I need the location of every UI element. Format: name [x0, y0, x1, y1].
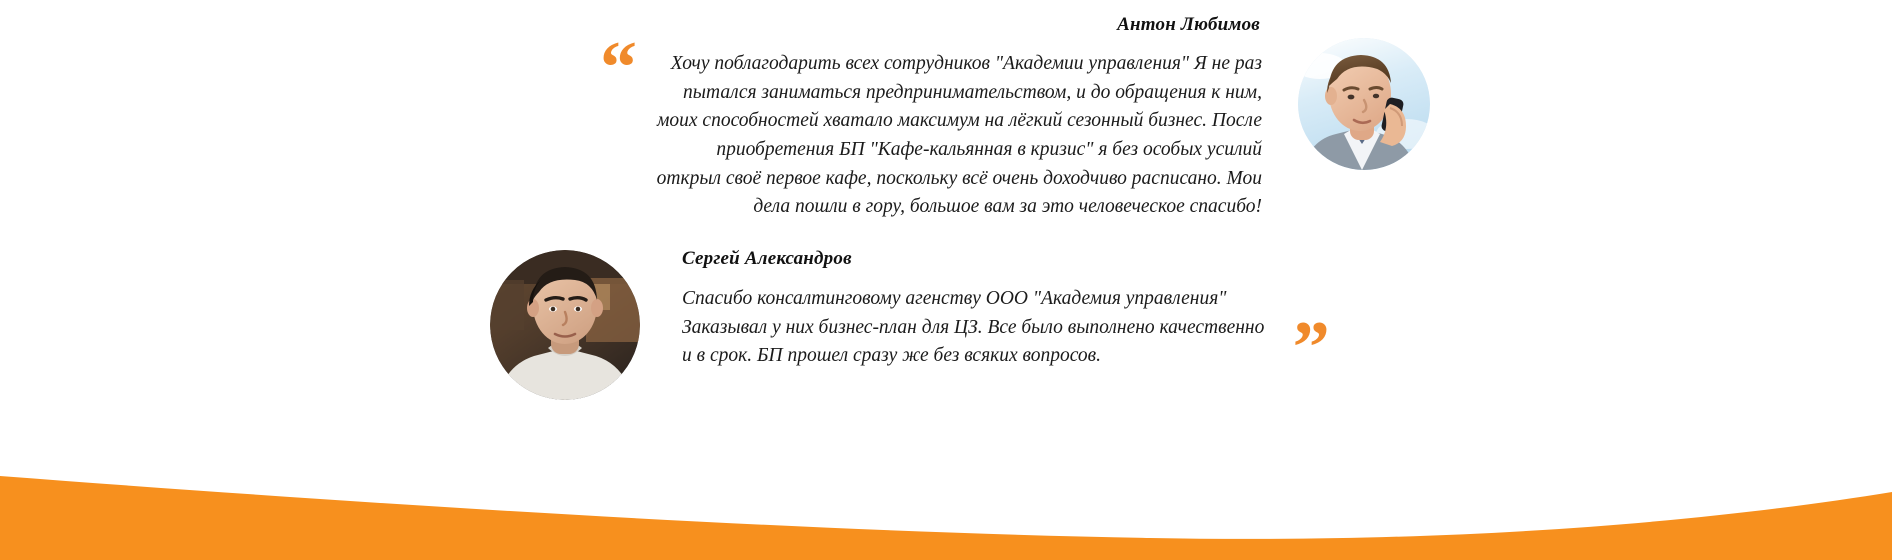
testimonial-text: Спасибо консалтинговому агенству ООО "Академия управления" Заказывал у них бизнес-план для ЦЗ. Все было выполнено качественно и в срок. БП прошел сразу же без всяких вопросов. — [682, 288, 1265, 367]
testimonial-text: Хочу поблагодарить всех сотрудников "Академии управления" Я не раз пытался заниматься предпринимательством, и до обращения к ним, моих способностей хватало максимум на лёгкий сезонный бизнес. После приобретения БП "Кафе-кальянная в кризис" я без особых усилий открыл своё первое кафе, поскольку всё очень доходчиво расписано. Мои дела пошли в гору, большое вам за это человеческое спасибо! — [656, 53, 1262, 218]
quote-close-icon: “ — [1295, 278, 1330, 361]
testimonial-author-name: Сергей Александров — [682, 248, 852, 269]
quote-open-icon: “ — [600, 27, 635, 109]
testimonial-card-anton — [600, 14, 1430, 222]
bottom-orange-wave-divider — [0, 450, 1892, 560]
testimonial-body — [655, 14, 1262, 222]
avatar — [1298, 38, 1430, 170]
avatar — [490, 250, 640, 400]
testimonial-body — [682, 248, 1275, 371]
testimonial-author-name: Антон Любимов — [1117, 14, 1260, 35]
testimonial-card-sergey — [490, 248, 1330, 400]
